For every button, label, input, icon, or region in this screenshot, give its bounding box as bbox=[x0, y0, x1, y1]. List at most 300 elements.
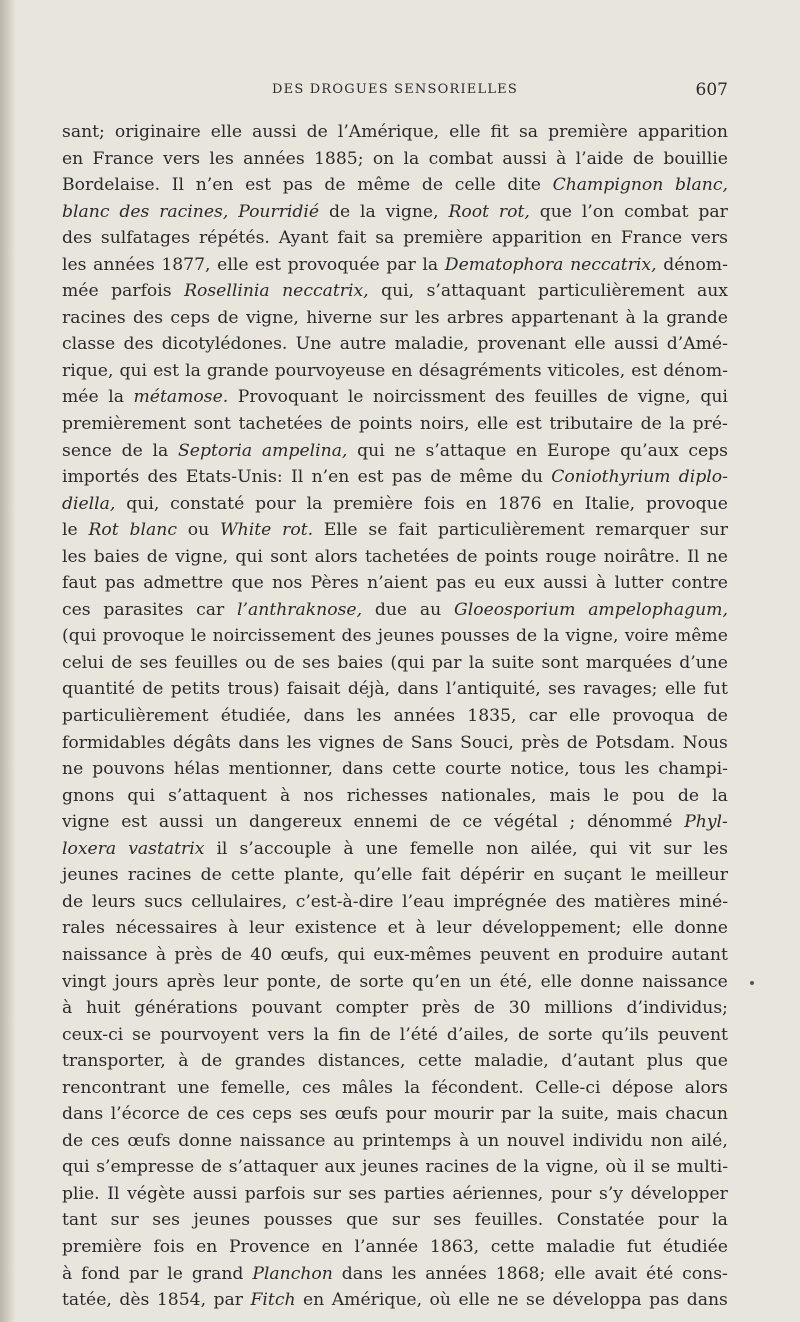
italic-word: Pourridié bbox=[238, 201, 320, 222]
word: répétés. bbox=[198, 228, 270, 249]
word: de bbox=[187, 1104, 209, 1125]
word: points bbox=[484, 546, 539, 567]
word: œufs bbox=[334, 1104, 379, 1125]
word: baies bbox=[337, 652, 384, 673]
word: pouvons bbox=[92, 759, 165, 780]
word: est bbox=[357, 467, 384, 488]
word: plus bbox=[646, 1051, 684, 1072]
word: ses bbox=[299, 1104, 328, 1125]
word: étudiée, bbox=[220, 706, 292, 727]
word: l’écorce bbox=[110, 1104, 180, 1125]
word: ceps bbox=[688, 440, 728, 461]
word: aussi bbox=[252, 122, 297, 142]
word: déjà, bbox=[347, 679, 391, 700]
text-line bbox=[62, 969, 728, 996]
word: sur bbox=[379, 307, 408, 328]
word: de bbox=[306, 122, 328, 142]
italic-word: loxera bbox=[62, 838, 117, 859]
word: fut bbox=[703, 679, 728, 700]
word: est bbox=[153, 360, 180, 381]
word: cette bbox=[490, 1236, 535, 1257]
italic-word: Septoria bbox=[178, 440, 253, 461]
word: racines bbox=[62, 307, 126, 328]
text-line bbox=[62, 836, 728, 863]
word: la bbox=[643, 307, 659, 328]
word: même bbox=[674, 626, 728, 647]
word: un bbox=[215, 812, 238, 833]
word: de bbox=[329, 971, 352, 992]
word: la bbox=[712, 1210, 728, 1231]
word: de bbox=[632, 148, 655, 169]
italic-word: diella, bbox=[62, 493, 116, 514]
word: le bbox=[630, 865, 647, 886]
italic-word: racines, bbox=[159, 201, 229, 222]
word: 1854, bbox=[156, 1290, 207, 1311]
word: fait bbox=[398, 520, 428, 541]
word: un bbox=[469, 971, 492, 992]
text-line bbox=[62, 703, 728, 730]
word: une bbox=[365, 838, 398, 859]
word: millions bbox=[544, 998, 613, 1019]
word: qui bbox=[119, 360, 148, 381]
word: fut bbox=[626, 1236, 652, 1257]
word: est bbox=[245, 175, 272, 196]
word: Celle-ci bbox=[535, 1077, 601, 1098]
word: non bbox=[650, 1130, 684, 1151]
word: eux bbox=[503, 573, 535, 594]
word: ses bbox=[548, 679, 576, 700]
word: faut bbox=[62, 573, 97, 594]
word: transporter, bbox=[62, 1051, 166, 1072]
word: compter bbox=[335, 998, 409, 1019]
word: où bbox=[429, 1290, 451, 1311]
word: vingt bbox=[62, 971, 107, 992]
word: en bbox=[303, 1290, 325, 1311]
word: elle bbox=[554, 1263, 586, 1284]
word: la bbox=[360, 201, 376, 222]
word: matières bbox=[594, 891, 671, 912]
word: marquées bbox=[585, 652, 672, 673]
text-line bbox=[62, 1234, 728, 1261]
text-line bbox=[62, 1101, 728, 1128]
word: de bbox=[111, 652, 133, 673]
word: parties bbox=[383, 1183, 445, 1204]
word: alors bbox=[314, 546, 358, 567]
word: qui bbox=[337, 944, 365, 965]
word: ses bbox=[139, 652, 168, 673]
text-line bbox=[62, 862, 728, 889]
word: l’été bbox=[399, 1024, 438, 1045]
word: est bbox=[121, 812, 148, 833]
word: la bbox=[669, 414, 686, 435]
italic-word: blanc, bbox=[675, 175, 728, 196]
word: en bbox=[196, 1236, 218, 1257]
word: ces bbox=[216, 1104, 245, 1125]
page-number: 607 bbox=[695, 80, 728, 100]
word: des bbox=[555, 891, 586, 912]
word: sont bbox=[270, 546, 308, 567]
word: aux bbox=[696, 281, 728, 302]
word: n’en bbox=[311, 467, 350, 488]
word: jeunes bbox=[62, 865, 119, 886]
text-line bbox=[62, 1048, 728, 1075]
word: la bbox=[712, 785, 728, 806]
word: celui bbox=[62, 652, 104, 673]
word: vit bbox=[629, 838, 652, 859]
word: apparition bbox=[637, 122, 728, 142]
word: Constatée bbox=[556, 1210, 645, 1231]
word: pas bbox=[435, 573, 466, 594]
word: fait bbox=[337, 228, 367, 249]
word: années bbox=[243, 148, 305, 169]
word: qui bbox=[62, 1157, 90, 1178]
word: la bbox=[185, 360, 201, 381]
word: la bbox=[313, 1024, 330, 1045]
word: jours bbox=[114, 971, 159, 992]
word: été, bbox=[499, 971, 533, 992]
word: appartenant bbox=[510, 307, 619, 328]
word: à bbox=[62, 998, 73, 1019]
word: feuilles bbox=[534, 387, 598, 408]
word: le bbox=[603, 785, 620, 806]
word: le bbox=[62, 520, 78, 541]
word: végète bbox=[127, 1183, 186, 1204]
word: sont bbox=[541, 652, 579, 673]
word: meilleur bbox=[655, 865, 728, 886]
text-line bbox=[62, 358, 728, 385]
word: à bbox=[155, 944, 167, 965]
word: autre bbox=[339, 334, 387, 355]
word: suite bbox=[491, 652, 535, 673]
word: de bbox=[273, 652, 295, 673]
word: pou bbox=[632, 785, 665, 806]
word: noircissment bbox=[373, 387, 486, 408]
word: sa bbox=[375, 228, 395, 249]
word: pousses bbox=[263, 1210, 333, 1231]
word: avait bbox=[594, 1263, 638, 1284]
word: pourvoyent bbox=[160, 1024, 259, 1045]
word: est bbox=[255, 254, 282, 275]
word: formidables bbox=[62, 732, 166, 753]
text-line bbox=[62, 1261, 728, 1288]
word: parfois bbox=[244, 1183, 306, 1204]
book-binding-shadow bbox=[0, 0, 16, 1322]
word: ailée, bbox=[530, 838, 578, 859]
word: d’individus; bbox=[626, 998, 728, 1019]
italic-word: neccatrix, bbox=[282, 281, 369, 302]
text-line bbox=[62, 995, 728, 1022]
word: à bbox=[228, 918, 239, 939]
text-line bbox=[62, 331, 728, 358]
word: grande bbox=[206, 360, 269, 381]
word: en bbox=[321, 1236, 343, 1257]
word: des bbox=[133, 307, 164, 328]
word: de bbox=[200, 865, 222, 886]
word: femelle bbox=[409, 838, 475, 859]
word: naissance bbox=[62, 944, 148, 965]
word: produire bbox=[587, 944, 664, 965]
text-line bbox=[62, 384, 728, 411]
italic-word: des bbox=[119, 201, 150, 222]
word: mourir bbox=[433, 1104, 494, 1125]
word: jeunes bbox=[377, 626, 435, 647]
word: pour bbox=[255, 493, 296, 514]
word: vers bbox=[163, 148, 201, 169]
word: pour bbox=[657, 1210, 699, 1231]
word: des bbox=[494, 387, 525, 408]
word: ceps bbox=[170, 307, 211, 328]
word: de bbox=[324, 175, 346, 196]
print-speck bbox=[750, 981, 754, 985]
word: première bbox=[403, 228, 483, 249]
word: elle bbox=[540, 971, 572, 992]
word: elle bbox=[568, 706, 601, 727]
word: nos bbox=[272, 573, 303, 594]
word: admettre bbox=[143, 573, 224, 594]
word: en bbox=[465, 493, 487, 514]
word: suite, bbox=[561, 1104, 610, 1125]
word: vers bbox=[691, 228, 728, 249]
word: de bbox=[421, 175, 444, 196]
word: à bbox=[556, 148, 567, 169]
word: ou bbox=[187, 520, 210, 541]
text-line bbox=[62, 278, 728, 305]
word: France bbox=[620, 228, 683, 249]
word: de bbox=[121, 440, 143, 461]
word: aussi bbox=[543, 573, 588, 594]
word: sucs bbox=[144, 891, 183, 912]
word: s’attaquer bbox=[228, 1157, 318, 1178]
word: c’est-à-dire bbox=[295, 891, 394, 912]
word: combat bbox=[428, 148, 494, 169]
word: contre bbox=[671, 573, 728, 594]
word: tous bbox=[578, 759, 616, 780]
word: sulfatages bbox=[100, 228, 191, 249]
word: dénom- bbox=[663, 254, 728, 275]
text-line bbox=[62, 597, 728, 624]
word: elle bbox=[574, 334, 606, 355]
word: nationales, bbox=[441, 785, 537, 806]
word: se bbox=[526, 1290, 546, 1311]
word: leur bbox=[436, 918, 472, 939]
word: vigne, bbox=[637, 387, 691, 408]
word: tachetées bbox=[364, 546, 450, 567]
word: richesses bbox=[346, 785, 428, 806]
text-line bbox=[62, 491, 728, 518]
word: provenant bbox=[477, 334, 567, 355]
word: mâles bbox=[341, 1077, 393, 1098]
word: fois bbox=[423, 493, 455, 514]
word: hélas bbox=[173, 759, 220, 780]
word: la bbox=[523, 1157, 540, 1178]
word: fond bbox=[81, 1263, 120, 1284]
text-line bbox=[62, 411, 728, 438]
word: voire bbox=[624, 626, 669, 647]
word: des bbox=[62, 228, 92, 249]
word: donne bbox=[674, 918, 728, 939]
word: développer bbox=[630, 1183, 728, 1204]
word: Elle bbox=[323, 520, 358, 541]
word: Europe bbox=[547, 440, 611, 461]
word: désagréments bbox=[418, 360, 542, 381]
word: tatée, bbox=[62, 1290, 112, 1311]
word: ces bbox=[62, 599, 91, 620]
italic-word: blanc bbox=[129, 520, 177, 541]
word: de bbox=[201, 1051, 223, 1072]
word: à bbox=[343, 838, 354, 859]
word: pour bbox=[550, 1183, 592, 1204]
word: ceux-ci bbox=[62, 1024, 124, 1045]
word: Provoquant bbox=[237, 387, 339, 408]
word: vigne, bbox=[245, 307, 299, 328]
word: Ayant bbox=[278, 228, 329, 249]
word: ses bbox=[348, 1183, 377, 1204]
text-line bbox=[62, 1075, 728, 1102]
word: Italie, bbox=[584, 493, 636, 514]
word: aussi bbox=[192, 1183, 238, 1204]
word: de bbox=[328, 201, 351, 222]
word: combat bbox=[624, 201, 689, 222]
word: sorte bbox=[548, 1024, 593, 1045]
word: due bbox=[374, 599, 408, 620]
word: car bbox=[528, 706, 557, 727]
word: feuilles bbox=[174, 652, 238, 673]
word: jeunes bbox=[362, 1157, 419, 1178]
word: années bbox=[393, 706, 456, 727]
italic-word: White bbox=[220, 520, 272, 541]
text-line bbox=[62, 1022, 728, 1049]
word: remarquer bbox=[595, 520, 690, 541]
word: à bbox=[178, 1051, 189, 1072]
word: peuvent bbox=[479, 944, 550, 965]
word: vigne, bbox=[175, 546, 229, 567]
italic-word: vastatrix bbox=[128, 838, 205, 859]
word: fait bbox=[421, 865, 451, 886]
word: est bbox=[515, 414, 542, 435]
word: qu’elle bbox=[353, 865, 413, 886]
word: non bbox=[486, 838, 519, 859]
word: naissance bbox=[642, 971, 728, 992]
word: se bbox=[651, 1157, 671, 1178]
word: apparition bbox=[491, 228, 582, 249]
word: feuilles. bbox=[474, 1210, 544, 1231]
word: la bbox=[108, 387, 124, 408]
word: d’Amé- bbox=[666, 334, 728, 355]
word: ne bbox=[706, 546, 728, 567]
word: faisait bbox=[286, 679, 341, 700]
text-line bbox=[62, 146, 728, 173]
word: première bbox=[333, 493, 413, 514]
word: car bbox=[196, 599, 225, 620]
word: de bbox=[518, 1024, 540, 1045]
word: leur bbox=[249, 918, 285, 939]
word: eu bbox=[474, 573, 496, 594]
word: Sans bbox=[410, 732, 453, 753]
word: qui bbox=[589, 838, 618, 859]
word: Il bbox=[107, 1183, 120, 1204]
word: dans bbox=[397, 679, 439, 700]
word: individu bbox=[572, 1130, 643, 1151]
word: par bbox=[128, 1263, 159, 1284]
word: bouillie bbox=[663, 148, 728, 169]
word: pouvant bbox=[251, 998, 322, 1019]
word: de bbox=[640, 414, 662, 435]
word: rales bbox=[62, 918, 105, 939]
word: que bbox=[346, 1210, 379, 1231]
word: rouge bbox=[545, 546, 597, 567]
word: des bbox=[147, 467, 178, 488]
word: l’Amérique, bbox=[337, 122, 440, 142]
word: de bbox=[200, 1157, 223, 1178]
word: sur bbox=[699, 520, 728, 541]
word: 1868; bbox=[495, 1263, 546, 1284]
word: vers bbox=[267, 1024, 305, 1045]
italic-word: Fitch bbox=[250, 1290, 296, 1311]
word: Une bbox=[295, 334, 332, 355]
word: le bbox=[347, 387, 364, 408]
word: donne bbox=[580, 971, 634, 992]
word: les bbox=[391, 1263, 417, 1284]
word: mais bbox=[616, 1104, 658, 1125]
word: la bbox=[152, 440, 169, 461]
word: la bbox=[543, 626, 560, 647]
italic-word: Rot bbox=[88, 520, 119, 541]
word: en bbox=[62, 148, 84, 169]
word: sence bbox=[62, 440, 112, 461]
word: aussi bbox=[502, 148, 547, 169]
word: le bbox=[167, 1263, 183, 1284]
word: dans bbox=[62, 1104, 104, 1125]
word: de bbox=[62, 1130, 84, 1151]
word: elle bbox=[458, 1290, 490, 1311]
word: particulièrement bbox=[438, 520, 585, 541]
word: qu’aux bbox=[620, 440, 679, 461]
word: une bbox=[177, 1077, 210, 1098]
word: femelle, bbox=[220, 1077, 291, 1098]
text-line bbox=[62, 438, 728, 465]
word: même bbox=[357, 175, 411, 196]
page-header bbox=[62, 80, 728, 100]
running-title: DES DROGUES SENSORIELLES bbox=[272, 82, 518, 97]
word: plante, bbox=[284, 865, 345, 886]
word: ces bbox=[301, 1077, 331, 1098]
word: l’aide bbox=[575, 148, 624, 169]
word: que bbox=[695, 1051, 728, 1072]
italic-word: rot, bbox=[498, 201, 530, 222]
word: la bbox=[306, 493, 323, 514]
italic-word: diplo- bbox=[678, 467, 728, 488]
word: tributaire bbox=[549, 414, 634, 435]
word: lutter bbox=[614, 573, 664, 594]
word: d’autant bbox=[561, 1051, 635, 1072]
word: ravages; bbox=[583, 679, 658, 700]
word: elle bbox=[664, 679, 697, 700]
word: dépérir bbox=[459, 865, 525, 886]
word: développement; bbox=[482, 918, 622, 939]
word: la bbox=[468, 652, 485, 673]
word: n’aient bbox=[367, 573, 428, 594]
word: les bbox=[209, 148, 234, 169]
word: de bbox=[607, 387, 629, 408]
word: champi- bbox=[658, 759, 728, 780]
word: particulièrement bbox=[537, 281, 685, 302]
word: les bbox=[286, 732, 312, 753]
word: se bbox=[368, 520, 388, 541]
word: Souci, bbox=[460, 732, 514, 753]
word: dans bbox=[303, 706, 345, 727]
word: fois bbox=[153, 1236, 185, 1257]
word: cette bbox=[417, 1051, 462, 1072]
